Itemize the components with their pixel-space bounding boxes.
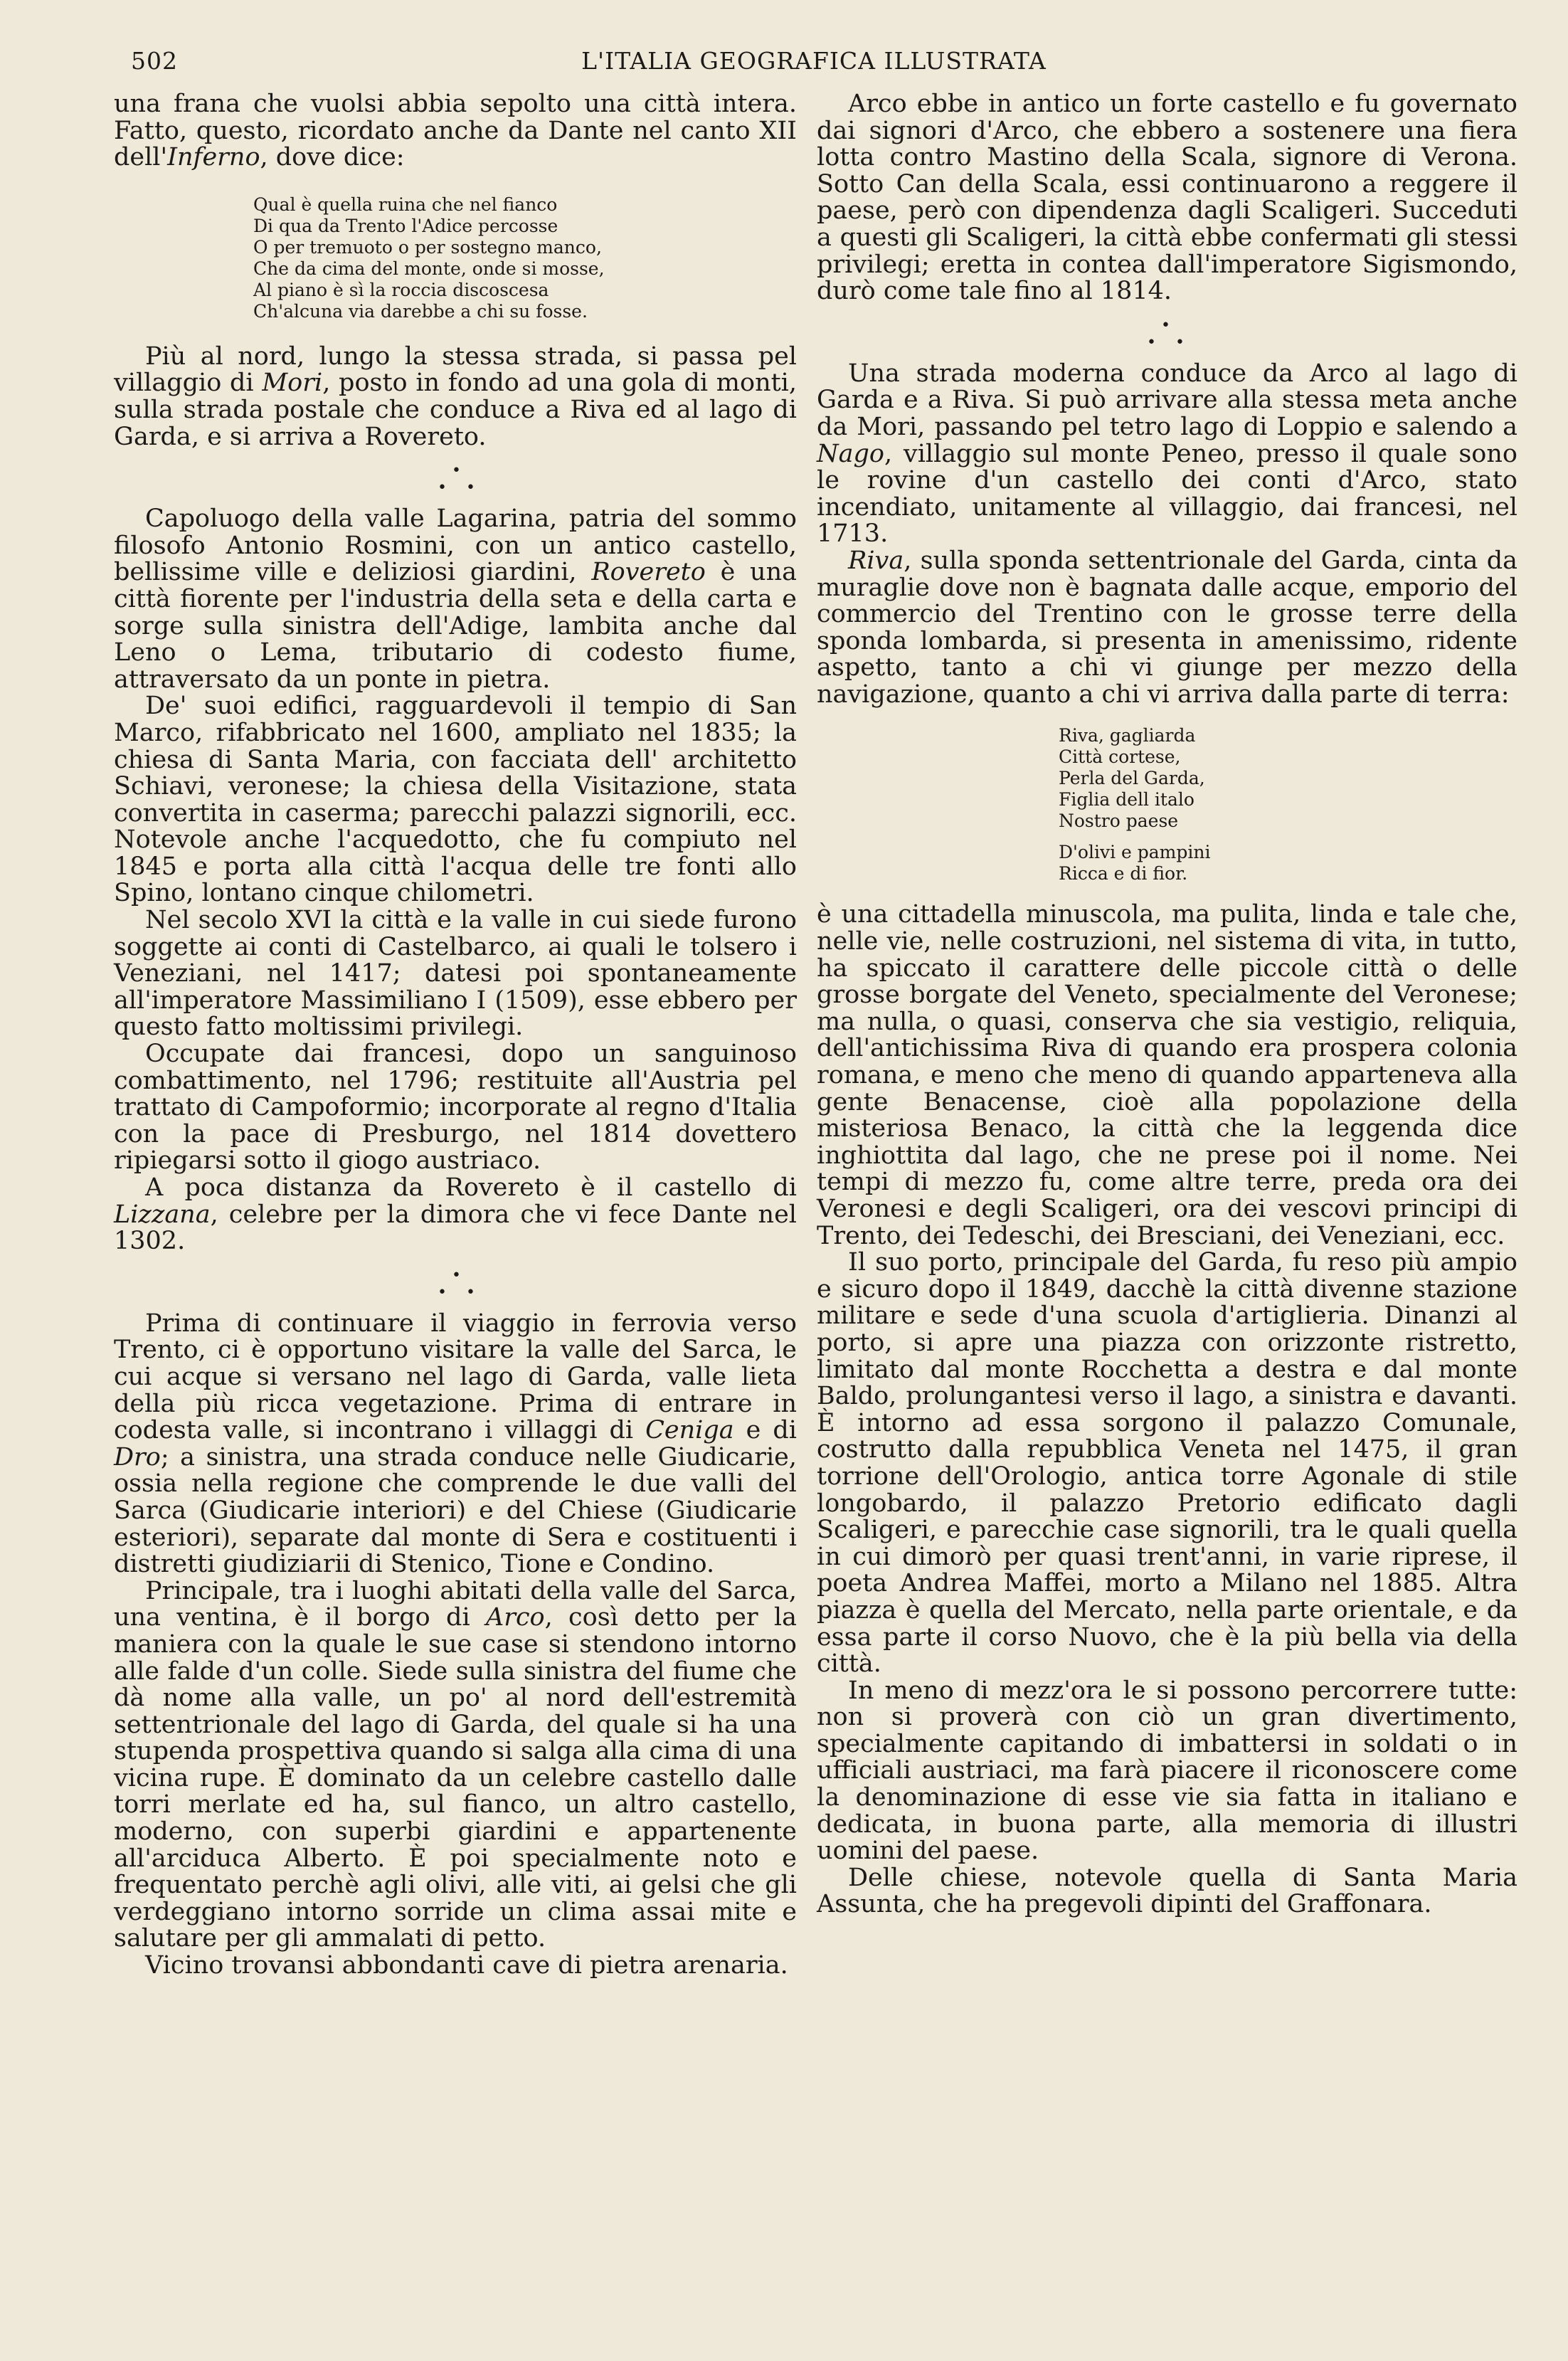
left-column: [114, 91, 797, 1980]
running-head: [131, 41, 1497, 77]
paragraph: Occupate dai francesi, dopo un sanguinoso combattimento, nel 1796; restituite all'Austria pel trattato di Campoformio; incorporate al regno d'Italia con la pace di Presburgo, nel 1814 dovettero ripiegarsi sotto il giogo austriaco.: [114, 1040, 797, 1176]
paragraph: A poca distanza da Rovereto è il castello di Lizzana, celebre per la dimora che vi fece Dante nel 1302.: [114, 1173, 797, 1256]
paragraph: Riva, sulla sponda settentrionale del Garda, cinta da muraglie dove non è bagnata dalle acque, emporio del commercio del Trentino con le grosse terre della sponda lombarda, si presenta in amenissimo, ridente aspetto, tanto a chi vi giunge per mezzo della navigazione, quanto a chi vi arriva dalla parte di terra:: [817, 546, 1517, 709]
verse-line: Ricca e di fior.: [1059, 863, 1188, 884]
verse-line: Che da cima del monte, onde si mosse,: [253, 258, 605, 279]
verse-line: Di qua da Trento l'Adice percosse: [253, 215, 558, 236]
paragraph: Più al nord, lungo la stessa strada, si passa pel villaggio di Mori, posto in fondo ad una gola di monti, sulla strada postale che conduce a Riva ed al lago di Garda, e si arriva a Rovereto.: [114, 342, 797, 451]
paragraph: Arco ebbe in antico un forte castello e fu governato dai signori d'Arco, che ebbero a sostenere una fiera lotta contro Mastino della Scala, signore di Verona. Sotto Can della Scala, essi continuarono a reggere il paese, però con dipendenza dagli Scaligeri. Succeduti a questi gli Scaligeri, la città ebbe confermati gli stessi privilegi; eretta in contea dall'imperatore Sigismondo, durò come tale fino al 1814.: [817, 90, 1517, 306]
verse-line: Figlia dell italo: [1059, 789, 1194, 810]
paragraph: Principale, tra i luoghi abitati della valle del Sarca, una ventina, è il borgo di Arco, così detto per la maniera con la quale le sue case si stendono intorno alle falde d'un colle. Siede sulla sinistra del fiume che dà nome alla valle, un po' al nord dell'estremità settentrionale del lago di Garda, del quale si ha una stupenda prospettiva quando si salga alla cima di una vicina rupe. È dominato da un celebre castello dalle torri merlate ed ha, sul fianco, un altro castello, moderno, con superbi giardini e appartenente all'arciduca Alberto. È poi specialmente noto e frequentato perchè agli olivi, alle viti, ai gelsi che gli verdeggiano intorno sorride un clima assai mite e salutare per gli ammalati di petto.: [114, 1576, 797, 1953]
paragraph: De' suoi edifici, ragguardevoli il tempio di San Marco, rifabbricato nel 1600, ampliato nel 1835; la chiesa di Santa Maria, con facciata dell' architetto Schiavi, veronese; la chiesa della Visitazione, stata convertita in caserma; parecchi palazzi signorili, ecc. Notevole anche l'acquedotto, che fu compiuto nel 1845 e porta alla città l'acqua delle tre fonti allo Spino, lontano cinque chilometri.: [114, 692, 797, 908]
page-number: 502: [131, 47, 178, 75]
right-column: [817, 91, 1517, 1918]
verse-line: Perla del Garda,: [1059, 768, 1205, 789]
riva-verse: [1059, 725, 1517, 884]
verse-line: Nostro paese: [1059, 810, 1179, 832]
section-divider-asterism: • • •: [1147, 316, 1185, 352]
verse-line: Qual è quella ruina che nel fianco: [253, 194, 558, 215]
paragraph: Capoluogo della valle Lagarina, patria del sommo filosofo Antonio Rosmini, con un antico castello, bellissime ville e deliziosi giardini, Rovereto è una città fiorente per l'industria della seta e della carta e sorge sulla sinistra dell'Adige, lambita anche dal Leno o Lema, tributario di codesto fiume, attraversato da un ponte in pietra.: [114, 505, 797, 694]
paragraph: Prima di continuare il viaggio in ferrovia verso Trento, ci è opportuno visitare la valle del Sarca, le cui acque si versano nel lago di Garda, valle lieta della più ricca vegetazione. Prima di entrare in codesta valle, si incontrano i villaggi di Ceniga e di Dro; a sinistra, una strada conduce nelle Giudicarie, ossia nella regione che comprende le due valli del Sarca (Giudicarie interiori) e del Chiese (Giudicarie esteriori), separate dal monte di Sera e costituenti i distretti giudiziarii di Stenico, Tione e Condino.: [114, 1309, 798, 1579]
paragraph: Vicino trovansi abbondanti cave di pietra arenaria.: [145, 1951, 788, 1980]
verse-line: O per tremuoto o per sostegno manco,: [253, 236, 602, 258]
paragraph: è una cittadella minuscola, ma pulita, linda e tale che, nelle vie, nelle costruzioni, nel sistema di vita, in tutto, ha spiccato il carattere delle piccole città o delle grosse borgate del Veneto, specialmente del Veronese; ma nulla, o quasi, conserva che sia vestigio, reliquia, dell'antichissima Riva di quando era prospera colonia romana, e meno che meno di quando apparteneva alla gente Benacense, cioè alla popolazione della misteriosa Benaco, la città che la leggenda dice inghiottita dal lago, che ne prese poi il nome. Nei tempi di mezzo fu, come altre terre, preda ora dei Veronesi e degli Scaligeri, ora dei vescovi principi di Trento, dei Tedeschi, dei Bresciani, dei Veneziani, ecc.: [817, 900, 1517, 1250]
paragraph: Il suo porto, principale del Garda, fu reso più ampio e sicuro dopo il 1849, dacchè la città divenne stazione militare e sede d'una scuola d'artiglieria. Dinanzi al porto, si apre una piazza con orizzonte ristretto, limitato dal monte Rocchetta a destra e dal monte Baldo, prolungantesi verso il lago, a sinistra e davanti. È intorno ad essa sorgono il palazzo Comunale, costrutto dalla repubblica Veneta nel 1475, il gran torrione dell'Orologio, antica torre Agonale di stile longobardo, il palazzo Pretorio edificato dagli Scaligeri, e parecchie case signorili, tra le quali quella in cui dimorò per quasi trent'anni, in varie riprese, il poeta Andrea Maffei, morto a Milano nel 1885. Altra piazza è quella del Mercato, nella parte orientale, e da essa parte il corso Nuovo, che è la più bella via della città.: [817, 1248, 1517, 1679]
verse-line: Riva, gagliarda: [1059, 725, 1196, 746]
paragraph: Nel secolo XVI la città e la valle in cui siede furono soggette ai conti di Castelbarco, ai quali le tolsero i Veneziani, nel 1417; datesi poi spontaneamente all'imperatore Massimiliano I (1509), esse ebbero per questo fatto moltissimi privilegi.: [114, 906, 797, 1042]
dante-verse: [253, 194, 797, 322]
running-title: L'ITALIA GEOGRAFICA ILLUSTRATA: [581, 47, 1047, 75]
verse-line: Al piano è sì la roccia discoscesa: [253, 279, 549, 300]
verse-line: Città cortese,: [1059, 746, 1181, 768]
section-divider-asterism: • • •: [438, 462, 475, 497]
section-divider-asterism: • • •: [438, 1266, 475, 1301]
paragraph: Delle chiese, notevole quella di Santa Maria Assunta, che ha pregevoli dipinti del Graffonara.: [817, 1863, 1517, 1919]
paragraph: In meno di mezz'ora le si possono percorrere tutte: non si proverà con ciò un gran divertimento, specialmente capitando di imbattersi in soldati o in ufficiali austriaci, ma farà piacere il riconoscere come la denominazione di esse vie sia fatta in italiano e dedicata, in buona parte, alla memoria di illustri uomini del paese.: [817, 1676, 1517, 1866]
verse-line: Ch'alcuna via darebbe a chi su fosse.: [253, 300, 588, 322]
paragraph: Una strada moderna conduce da Arco al lago di Garda e a Riva. Si può arrivare alla stessa meta anche da Mori, passando pel tetro lago di Loppio e salendo a Nago, villaggio sul monte Peneo, presso il quale sono le rovine d'un castello dei conti d'Arco, stato incendiato, unitamente al villaggio, dai francesi, nel 1713.: [817, 359, 1517, 549]
verse-line: D'olivi e pampini: [1059, 842, 1211, 863]
paragraph: una frana che vuolsi abbia sepolto una città intera. Fatto, questo, ricordato anche da Dante nel canto XII dell'Inferno, dove dice:: [114, 90, 797, 172]
